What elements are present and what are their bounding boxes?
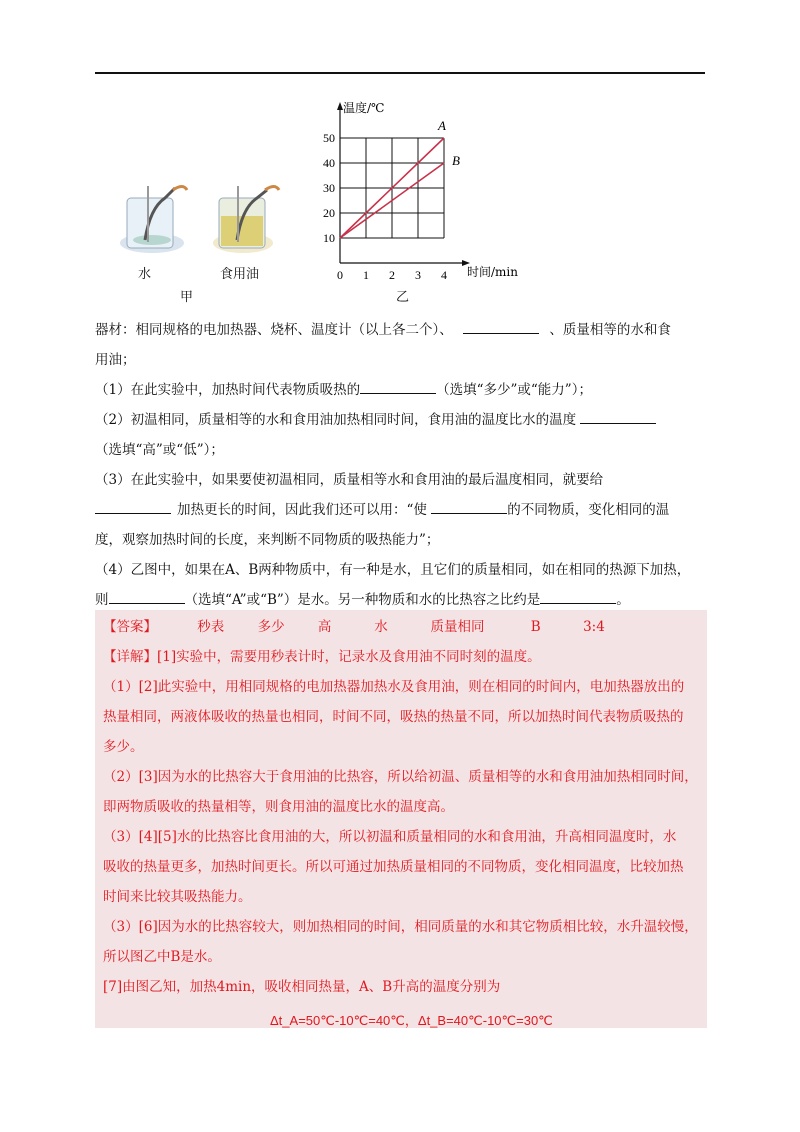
detail-line: 所以图乙中B是水。 [103,949,221,965]
blank-6[interactable] [109,589,185,604]
x-tick-label: 3 [415,268,421,282]
x-tick-label: 4 [441,268,447,282]
formula-line: Δt_A=50℃-10℃=40℃，Δt_B=40℃-10℃=30℃ [270,1013,553,1028]
experiment-figure [115,98,535,303]
x-tick-label: 2 [389,268,395,282]
y-tick-label: 10 [323,231,335,245]
blank-1[interactable] [463,319,539,334]
blank-3[interactable] [580,409,656,424]
answer-item: 秒表 [197,619,225,635]
q2-text-b: （选填“高”或“低”）； [95,442,224,458]
x-tick-label: 0 [337,268,343,282]
temperature-time-chart [310,98,535,303]
q4-text-c: （选填“A”或“B”）是水。另一种物质和水的比热容之比约是 [184,592,541,608]
figure-yi-label: 乙 [396,290,410,305]
answer-item: 3:4 [583,619,605,635]
detail-line: （1）[2]此实验中，用相同规格的电加热器加热水及食用油，则在相同的时间内，电加热器放出的 [103,679,685,695]
question-4 [95,555,705,615]
q0-text-c: 用油； [95,352,136,368]
answer-label: 【答案】 [103,619,157,635]
answer-item: 质量相同 [430,619,485,635]
q4-text-d: 。 [616,592,630,608]
blank-4[interactable] [95,499,171,514]
q3-text-d: 度，观察加热时间的长度，来判断不同物质的吸热能力”； [95,532,440,548]
q1-text-a: （1）在此实验中，加热时间代表物质吸热的 [95,382,361,398]
q3-text-a: （3）在此实验中，如果要使初温相同，质量相等水和食用油的最后温度相同，就要给 [95,472,604,488]
answer-item: 多少 [257,619,285,635]
detail-line: 热量相同，两液体吸收的热量也相同，时间不同，吸热的热量不同，所以加热时间代表物质吸热的 [103,709,684,725]
x-axis-label: 时间/min [467,265,518,279]
detail-line: 时间来比较其吸热能力。 [103,889,252,905]
q1-text-b: （选填“多少”或“能力”）； [436,382,592,398]
answer-row [103,612,703,642]
oil-label: 食用油 [220,267,260,282]
detail-line: 吸收的热量更多，加热时间更长。所以可通过加热质量相同的不同物质，变化相同温度，比较加热 [103,859,684,875]
y-tick-label: 50 [323,131,335,145]
series-label-a: A [438,118,446,133]
y-tick-label: 20 [323,206,335,220]
y-tick-label: 40 [323,156,335,170]
q0-text-a: 器材：相同规格的电加热器、烧杯、温度计（以上各二个）、 [95,322,453,338]
detail-label: 【详解】 [103,649,157,665]
answer-item: B [530,619,541,635]
blank-7[interactable] [540,589,616,604]
detail-line: （3）[4][5]水的比热容比食用油的大，所以初温和质量相同的水和食用油，升高相同温度时，水 [103,829,677,845]
beaker-illustrations [115,168,295,263]
detail-line: 多少。 [103,739,144,755]
answer-item: 高 [317,619,332,635]
y-tick-label: 30 [323,181,335,195]
question-2 [95,405,705,465]
series-label-b: B [452,153,460,168]
detail-line: 即两物质吸收的热量相等，则食用油的温度比水的温度高。 [103,799,454,815]
question-3 [95,465,705,555]
x-tick-label: 1 [363,268,369,282]
q0-text-b: 、质量相等的水和食 [549,322,671,338]
q3-text-c: 的不同物质，变化相同的温 [507,502,670,518]
q3-text-b: 加热更长的时间，因此我们还可以用：“使 [177,502,427,518]
detail-line: （2）[3]因为水的比热容大于食用油的比热容，所以给初温、质量相等的水和食用油加热相同时间， [103,769,698,785]
question-1 [95,375,705,405]
question-equipment [95,315,705,375]
blank-2[interactable] [360,379,436,394]
answer-item: 水 [374,619,388,635]
y-axis-label: 温度/℃ [343,101,385,115]
detail-line: [1]实验中，需要用秒表计时，记录水及食用油不同时刻的温度。 [157,649,541,665]
detail-line: [7]由图乙知，加热4min，吸收相同热量，A、B升高的温度分别为 [103,979,501,995]
header-rule [95,72,705,74]
q2-text-a: （2）初温相同，质量相等的水和食用油加热相同时间，食用油的温度比水的温度 [95,412,577,428]
detail-block [103,642,703,1002]
water-label: 水 [138,267,152,282]
figure-jia-label: 甲 [180,290,194,305]
q4-text-b: 则 [95,592,109,608]
detail-line: （3）[6]因为水的比热容较大，则加热相同的时间，相同质量的水和其它物质相比较，水升温较慢， [103,919,698,935]
q4-text-a: （4）乙图中，如果在A、B两种物质中，有一种是水，且它们的质量相同，如在相同的热源下加热， [95,562,691,578]
blank-5[interactable] [431,499,507,514]
